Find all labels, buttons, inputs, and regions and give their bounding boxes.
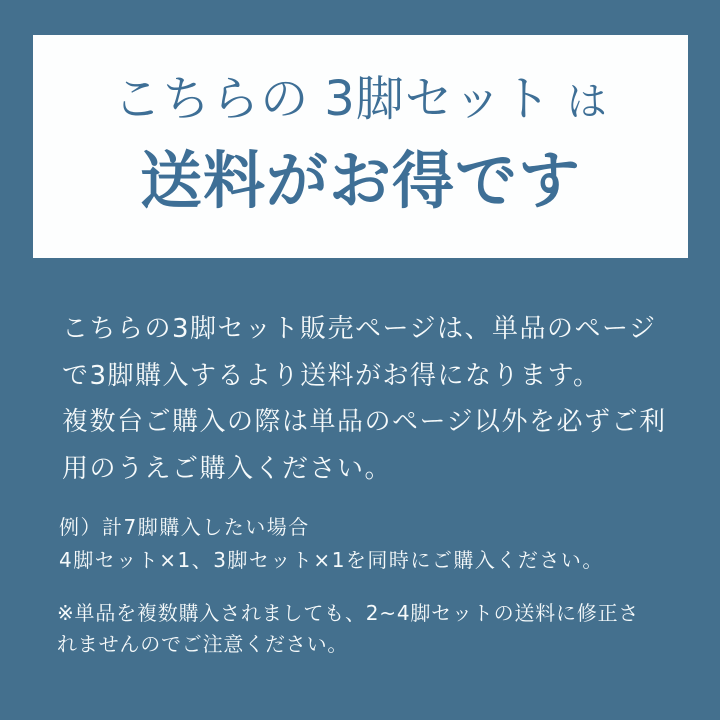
headline-line2: 送料がお得です	[139, 144, 581, 217]
description-line-4: 用のうえご購入ください。	[62, 453, 393, 484]
headline-prefix: こちらの	[113, 71, 310, 127]
description-line-1: こちらの3脚セット販売ページは、単品のページ	[62, 314, 657, 344]
headline-suffix: は	[566, 79, 608, 125]
description-line-3: 複数台ご購入の際は単品のページ以外を必ずご利	[62, 407, 667, 437]
note-line-2: れませんのでご注意ください。	[57, 632, 349, 656]
headline-emphasis: 3脚セット	[324, 71, 552, 127]
note-line-1: ※単品を複数購入されましても、2~4脚セットの送料に修正さ	[57, 601, 640, 625]
example-line-2: 4脚セット×1、3脚セット×1を同時にご購入ください。	[59, 548, 604, 572]
example-block	[59, 511, 604, 577]
description-line-2: で3脚購入するより送料がお得になります。	[62, 360, 601, 391]
note-block	[57, 598, 639, 660]
headline-line1	[113, 63, 608, 138]
example-line-1: 例）計7脚購入したい場合	[59, 515, 310, 539]
headline-box	[33, 35, 688, 258]
description-paragraph	[62, 306, 666, 492]
